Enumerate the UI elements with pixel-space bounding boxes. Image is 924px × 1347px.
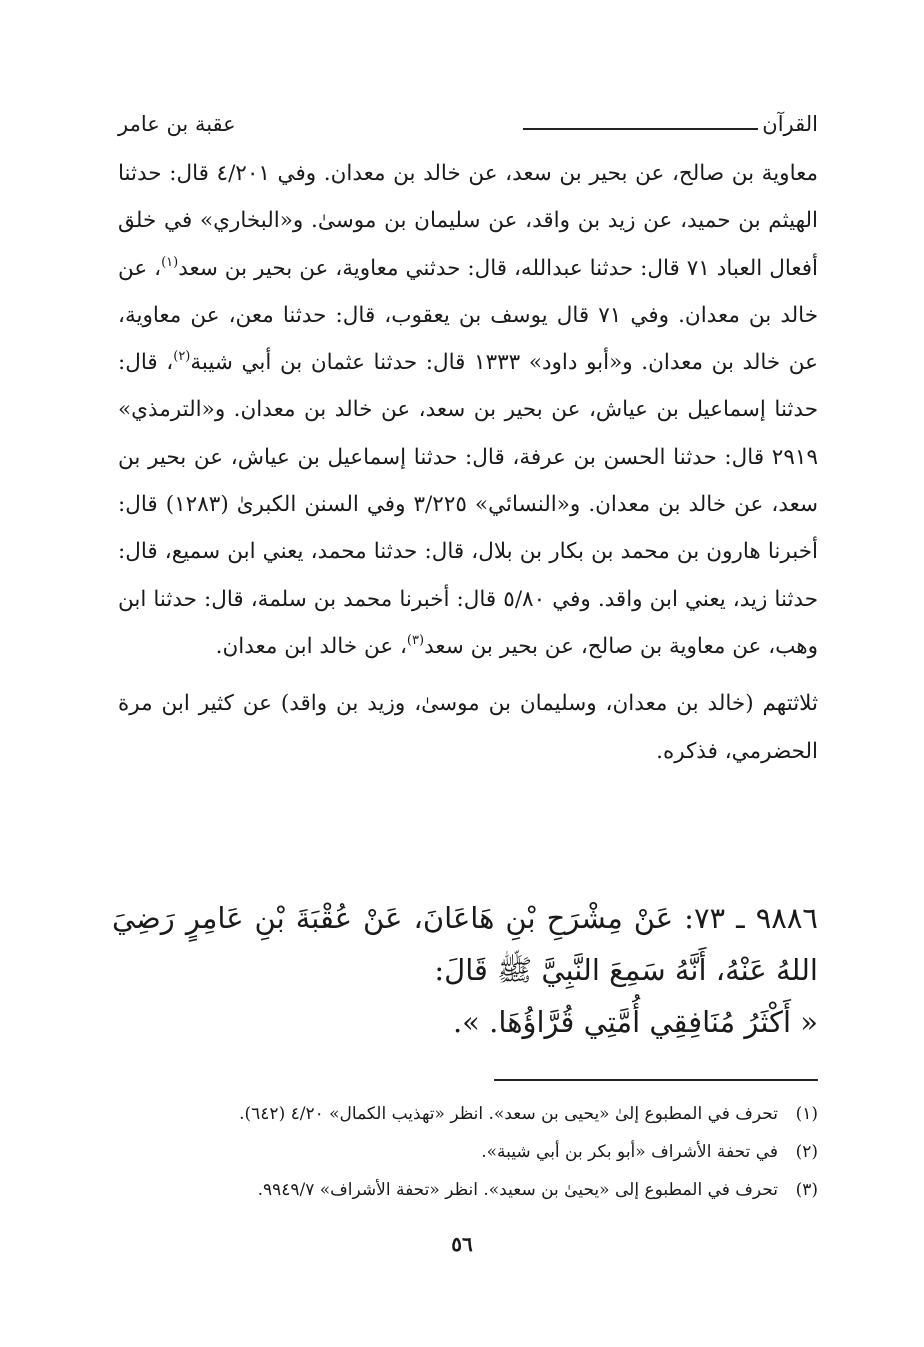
footnote-separator	[494, 1079, 818, 1081]
footnote-2	[118, 1133, 818, 1171]
paragraph-isnad	[118, 150, 818, 670]
text-segment: ، قال: حدثنا إسماعيل بن عياش، عن بحير بن سعد، عن خالد بن معدان. و«الترمذي» ٢٩١٩ قال: حدثنا الحسن بن عرفة، قال: حدثنا إسماعيل بن عياش، عن بحير بن سعد، عن خالد بن معدان. و«النسائي» ٣/٢٢٥ وفي السنن الكبرىٰ (١٢٨٣) قال: أخبرنا هارون بن محمد بن بكار بن بلال، قال: حدثنا محمد، يعني ابن سميع، قال: حدثنا زيد، يعني ابن واقد. وفي ٥/٨٠ قال: أخبرنا محمد بن سلمة، قال: حدثنا ابن وهب، عن معاوية بن صالح، عن بحير بن سعد	[118, 350, 818, 659]
main-text	[118, 150, 818, 775]
footnote-3	[118, 1171, 818, 1209]
footnote-ref-3[interactable]: (٣)	[406, 632, 425, 648]
text-segment: ، عن خالد بن معدان. وفي ٧١ قال يوسف بن يعقوب، قال: حدثنا معن، عن معاوية، عن خالد بن معدان. و«أبو داود» ١٣٣٣ قال: حدثنا عثمان بن أبي شيبة	[118, 255, 819, 376]
page-number: ٥٦	[451, 1232, 473, 1256]
footnotes	[118, 1095, 818, 1209]
footnote-1	[118, 1095, 818, 1133]
hadith-chain: ٩٨٨٦ ـ ٧٣: عَنْ مِشْرَحِ بْنِ هَاعَانَ، عَنْ عُقْبَةَ بْنِ عَامِرٍ رَضِيَ اللهُ عَنْهُ، أَنَّهُ سَمِعَ النَّبِيَّ ﷺ قَالَ:	[112, 901, 818, 987]
footnote-number: (٣)	[795, 1180, 818, 1200]
footnote-ref-2[interactable]: (٢)	[173, 349, 191, 365]
footnote-text: في تحفة الأشراف «أبو بكر بن أبي شيبة».	[481, 1142, 778, 1162]
hadith-matn: « أَكْثَرُ مُنَافِقِي أُمَّتِي قُرَّاؤُهَا. ».	[452, 1005, 818, 1039]
header-chapter-title: القرآن	[762, 112, 818, 136]
header-rule	[523, 128, 758, 130]
footnote-ref-1[interactable]: (١)	[161, 254, 179, 270]
running-header	[118, 112, 818, 142]
hadith-text	[112, 892, 818, 1048]
text-segment: ، عن خالد ابن معدان.	[215, 633, 407, 659]
header-section-title: عقبة بن عامر	[118, 112, 236, 136]
footnote-number: (٢)	[795, 1142, 818, 1162]
footnote-number: (١)	[795, 1104, 818, 1124]
paragraph-summary: ثلاثتهم (خالد بن معدان، وسليمان بن موسىٰ، وزيد بن واقد) عن كثير ابن مرة الحضرمي، فذكره.	[118, 691, 818, 764]
footnote-text: تحرف في المطبوع إلى «يحيىٰ بن سعيد». انظر «تحفة الأشراف» ٩٩٤٩/٧.	[257, 1180, 778, 1200]
text-segment: معاوية بن صالح، عن بحير بن سعد، عن خالد بن معدان. وفي ٤/٢٠١ قال: حدثنا الهيثم بن حميد، عن زيد بن واقد، عن سليمان بن موسىٰ. و«البخاري» في خلق أفعال العباد ٧١ قال: حدثنا عبدالله، قال: حدثني معاوية، عن بحير بن سعد	[118, 161, 819, 281]
footnote-text: تحرف في المطبوع إلىٰ «يحيى بن سعد». انظر «تهذيب الكمال» ٤/٢٠ (٦٤٢).	[239, 1104, 778, 1124]
